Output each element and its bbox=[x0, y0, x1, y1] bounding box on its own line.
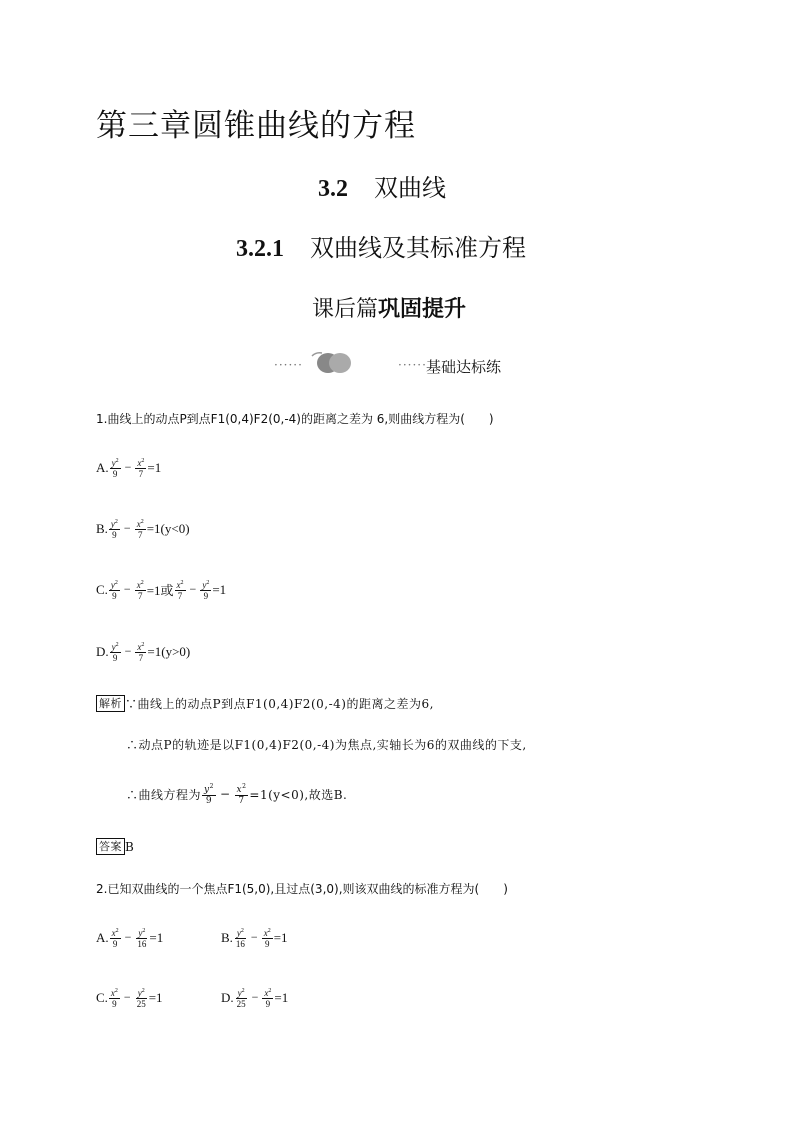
question-1-answer: 答案 B bbox=[96, 838, 134, 855]
question-2-option-a: A. $\frac{x^2}{9}$ − $\frac{y^2}{16}$ =1 bbox=[96, 928, 164, 949]
question-1-option-d: D. $\frac{y^2}{9}$ − $\frac{x^2}{7}$ =1(y>0) bbox=[96, 642, 191, 663]
section-title: 双曲线 bbox=[374, 174, 446, 202]
question-1-stem: 1.曲线上的动点P到点F1(0,4)F2(0,-4)的距离之差为 6,则曲线方程为( ) bbox=[96, 412, 494, 426]
chapter-title: 第三章圆锥曲线的方程 bbox=[96, 108, 416, 144]
question-1-analysis-line-2: ∴动点P的轨迹是以F1(0,4)F2(0,-4)为焦点,实轴长为6的双曲线的下支, bbox=[126, 738, 527, 752]
part-bold: 巩固提升 bbox=[378, 297, 467, 322]
level-badge-icon bbox=[306, 350, 352, 376]
subsection-heading bbox=[236, 228, 526, 263]
question-2-option-b: B. $\frac{y^2}{16}$ − $\frac{x^2}{9}$ =1 bbox=[221, 928, 288, 949]
question-1-analysis-line-1: 解析 ∵曲线上的动点P到点F1(0,4)F2(0,-4)的距离之差为6, bbox=[96, 695, 434, 712]
question-2-option-d: D. $\frac{y^2}{25}$ − $\frac{x^2}{9}$ =1 bbox=[221, 988, 289, 1009]
part-prefix: 课后篇 bbox=[312, 297, 379, 322]
level-label: 基础达标练 bbox=[426, 358, 502, 376]
dotted-leader-right: ······ bbox=[398, 358, 427, 372]
question-2-stem: 2.已知双曲线的一个焦点F1(5,0),且过点(3,0),则该双曲线的标准方程为( ) bbox=[96, 882, 508, 896]
part-heading bbox=[312, 292, 466, 323]
section-number: 3.2 bbox=[318, 176, 348, 202]
section-heading bbox=[318, 168, 446, 203]
answer-tag: 答案 bbox=[96, 838, 125, 855]
question-1-analysis-line-3: ∴曲线方程为 $\frac{y^2}{9}$ − $\frac{x^2}{7}$ =1(y<0),故选B. bbox=[126, 783, 348, 806]
question-1-option-a: A. $\frac{y^2}{9}$ − $\frac{x^2}{7}$ =1 bbox=[96, 458, 162, 479]
subsection-title: 双曲线及其标准方程 bbox=[310, 234, 526, 262]
analysis-tag: 解析 bbox=[96, 695, 125, 712]
question-2-option-c: C. $\frac{x^2}{9}$ − $\frac{y^2}{25}$ =1 bbox=[96, 988, 163, 1009]
subsection-number: 3.2.1 bbox=[236, 236, 284, 262]
dotted-leader-left: ······ bbox=[274, 358, 303, 372]
question-1-option-b: B. $\frac{y^2}{9}$ − $\frac{x^2}{7}$ =1(y<0) bbox=[96, 519, 190, 540]
question-1-option-c: C. $\frac{y^2}{9}$ − $\frac{x^2}{7}$ =1或 $\frac{x^2}{7}$ − $\frac{y^2}{9}$ =1 bbox=[96, 580, 227, 601]
